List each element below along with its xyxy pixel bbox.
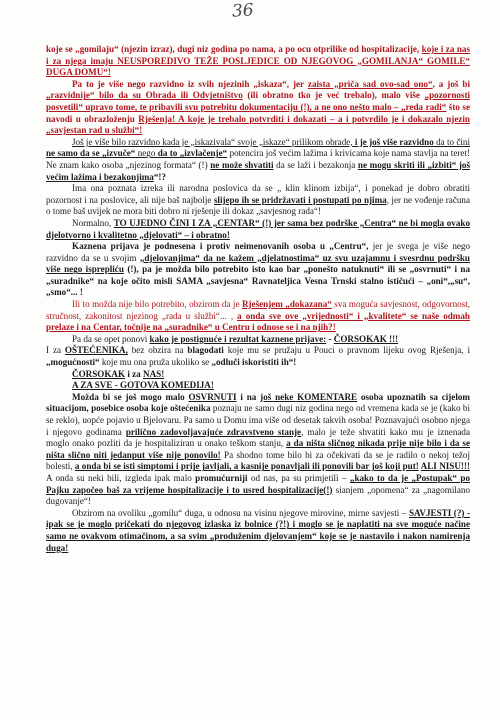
text-run: Obzirom na ovoliku „gomilu“ duga, u odnosu na visinu njegove mirovine, mirne savjesti –: [72, 507, 409, 518]
document-body: [46, 44, 470, 554]
paragraph: [46, 299, 470, 334]
text-run: da to „izvlačenje“: [157, 148, 228, 159]
text-run: SAVJESTI (?) - ipak se je moglo pričekati do njegovog izlaska iz bolnice (?!) i moglo se je naplatiti na sve moguće načine samo ne ovakvom otimačinom, a sa svim „produženim djelovanjem“ koje se je nastavilo i nakon namirenja duga!: [46, 507, 470, 553]
text-run: a onda sve ove „vrijednosti“ i „kvalitete“ se naše odmah prelaze i na Centar, točnije na „suradnike“ u Centru i odnose se i na njih?!: [46, 310, 470, 333]
text-run: sva moguća savjesnost, odgovornost, stručnost, zakonitost njezinog „rada u službi“... ,: [46, 299, 471, 321]
text-run: prilično zadovoljavajuće zdravstveno stanje: [125, 426, 302, 437]
text-run: potencira još većim lažima i krivicama koje nama stavlja na teret! Ne znam kako osoba „njezinog formata“ (!): [46, 148, 470, 170]
text-run: A onda su neki bili, izgleda ipak malo: [46, 472, 196, 483]
text-run: sianjem „opomena“ za „nagomilano dugovanje“!: [46, 484, 471, 507]
text-run: koje se „gomilaju“ (njezin izraz), dugi niz godina po nama, a po ocu otprilike od hospitalizacije,: [46, 44, 422, 54]
text-run: i za: [125, 368, 143, 379]
text-run: I za: [46, 345, 65, 356]
text-run: ne mogu skriti ili „izbiti“ još većim lažima i bezakonjima: [46, 159, 471, 182]
text-run: da se laži i bezakonja: [273, 159, 358, 170]
text-run: i na: [236, 391, 261, 402]
text-run: „razvidnije“ bilo da su Obrada ili Odvjetništvo: [46, 90, 243, 101]
text-run: Ili to možda nije bilo potrebito, obzirom da je: [72, 299, 242, 310]
text-run: koje mu se pružaju u Pouci o pravnom lijeku ovog Rješenja, i: [223, 345, 470, 356]
paragraph: [46, 137, 470, 183]
text-run: jer je svega je više nego razvidno da se u svojim: [46, 241, 470, 263]
text-run: ČORSOKAK: [72, 368, 126, 379]
text-run: ne samo da se „izvuče“: [46, 148, 136, 159]
text-run: blagodati: [187, 345, 224, 356]
paragraph: [46, 44, 470, 79]
text-run: još neke KOMENTARE: [260, 391, 358, 402]
text-run: Pa da se opet ponovi: [72, 333, 150, 344]
text-run: osoba upoznatih sa cijelom situacijom, posebice osoba koje: [46, 391, 470, 414]
text-run: kako je postignuće i rezultat kaznene prijave:: [149, 333, 327, 344]
text-run: Još je više bilo razvidno kada je „iskazivala“ svoje „iskaze“ prilikom obrade,: [72, 136, 355, 147]
text-run: koje mu ona pruža ukoliko se: [99, 357, 212, 368]
paragraph: [46, 508, 470, 554]
text-run: OSVRNUTI: [188, 391, 237, 402]
text-run: Pa shodno tome bilo bi za očekivati da se je radilo o nekoj težoj bolesti,: [46, 449, 471, 472]
paragraph: [46, 345, 470, 368]
paragraph: [46, 380, 470, 392]
text-run: , malo je teže shvatiti kako mu je iznenada moglo onako pozliti da je hospitaliziran u onako teškom stanju,: [46, 426, 470, 449]
text-run: da to čini: [433, 136, 470, 147]
paragraph: [46, 218, 470, 241]
text-run: Možda bi se još mogo malo: [72, 391, 189, 402]
paragraph: [46, 183, 470, 218]
paragraph: [46, 79, 470, 137]
text-run: , jer ne vođenje računa o tome baš uvijek ne mora biti dobro ni rješenje ili dokaz „savjesnog rada“!: [46, 194, 470, 217]
text-run: „odluči iskoristiti ih“!: [211, 357, 297, 368]
text-run: „kako to da je „Postupak“ po Pajku započeo baš za vrijeme hospitalizacije i to usred hospitalizacije(!): [46, 472, 470, 495]
text-run: nego: [135, 148, 158, 159]
text-run: Rješenja! A koje je trebalo potvrditi i dokazati – a i potvrdilo je i dokazalo njezin „savjestan rad u službi“!: [46, 113, 470, 136]
text-run: Rješenjem „dokazana“: [241, 299, 332, 310]
text-run: promućurniji: [195, 472, 248, 483]
text-run: Ima ona poznata izreka ili narodna poslovica da se „ klin klinom izbija“, i ponekad je dobro obratiti pozornost i na poslovice, ali nije baš najbolje: [46, 183, 470, 205]
text-run: -: [326, 333, 334, 344]
text-run: „mogućnosti“: [46, 357, 100, 368]
text-run: NAS!: [143, 368, 165, 379]
text-run: (ili obratno tko je već trebalo), malo više: [242, 90, 425, 101]
text-run: OŠTEĆENIKA,: [64, 345, 128, 356]
text-run: a onda bi se isti simptomi i prije javljali, a kasnije ponavljali ili ponovili bar još koji put!: [74, 461, 419, 472]
text-run: ČORSOKAK !!!: [333, 333, 399, 344]
text-run: slijepo ih se pridržavati i postupati po njima: [213, 194, 387, 205]
page-number: 36: [231, 0, 255, 22]
text-run: koje i za nas i za njega imaju NEUSPOREDIVO TEŽE POSLJEDICE OD NJEGOVOG „GOMILANJA“ GOMILE“ DUGA DOMU“!: [46, 44, 470, 78]
text-run: ALI NISU!!!: [420, 461, 471, 472]
text-run: oštećenika: [170, 403, 211, 414]
paragraph: [46, 334, 470, 346]
text-run: Pa to je više nego razvidno iz svih njezinih „iskaza“, jer: [72, 78, 308, 89]
text-run: Normalno,: [72, 217, 114, 228]
text-run: a da ništa sličnog nikada prije nije bilo i da se ništa slično niti jedanput više nije ponovilo!: [46, 438, 470, 460]
text-run: “!?: [153, 171, 166, 182]
paragraph: [46, 369, 470, 381]
text-run: A ZA SVE - GOTOVA KOMEDIJA!: [72, 380, 214, 391]
text-run: što se navodi u obrazloženju: [46, 101, 470, 124]
text-run: , a još bi: [432, 78, 470, 89]
text-run: bez obzira na: [127, 345, 188, 356]
text-run: „djelovanjima“ da ne kažem „djelatnostima“ uz svu uzajamnu i svesrdnu podršku više nego isprepliću: [46, 252, 470, 275]
text-run: Kaznena prijava je podnesena i protiv neimenovanih osoba u „Centru“,: [72, 241, 373, 252]
text-run: TO UJEDNO ČINI I ZA „CENTAR“ (!) jer sama bez podrške „Centra“ ne bi mogla ovako djelotvorno i kvalitetno „djelovati“ – i obratno!: [46, 217, 470, 240]
text-run: zaista „priča sad ovo-sad ono“: [307, 78, 433, 89]
text-run: „pozornosti posvetili“ upravo tome, te pribavili svu potrebitu dokumentaciju (!), a ne ono nešto malo – „reda radi“: [46, 90, 471, 112]
text-run: poznaju ne samo dugi niz godina nego od vremena kada se je (kako bi se reklo), uopće pojavio u Bjelovaru. Pa samo u Domu ima više od desetak takvih osoba! Poznavajući osobno njega i njegovo godinama: [46, 403, 470, 437]
text-run: (!), pa je možda bilo potrebito isto kao bar „ponešto natuknuti“ ili se „osvrnuti“ i na „suradnike“ na koje očito misli SAMA „savjesna“ Ravnateljica Vesna Trnski stalno ističući – „oni“,„su“, „smo“... !: [46, 264, 470, 298]
paragraph: [46, 241, 470, 299]
paragraph: [46, 392, 470, 508]
text-run: ne može shvatiti: [210, 159, 274, 170]
text-run: i je još više razvidno: [354, 136, 434, 147]
text-run: od nas, pa su primjetili –: [247, 472, 350, 483]
